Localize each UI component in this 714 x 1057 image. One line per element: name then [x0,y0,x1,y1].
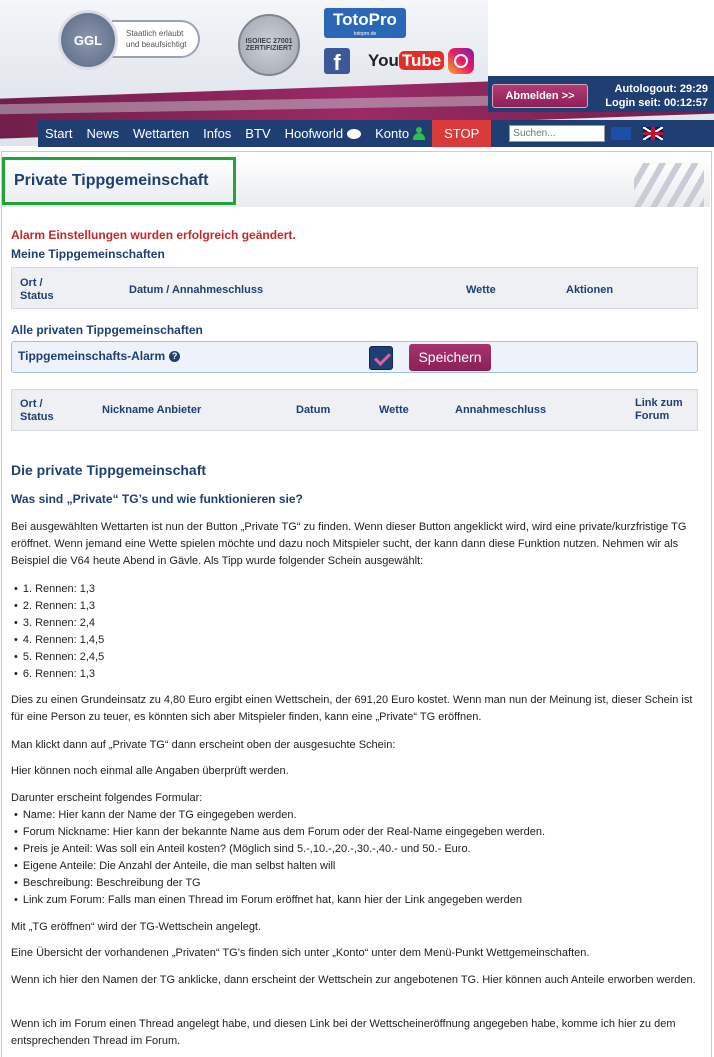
info-paragraph-5: Darunter erscheint folgendes Formular: [11,792,203,804]
list-item: • Beschreibung: Beschreibung der TG [14,875,545,892]
tg-alarm-panel [11,341,698,373]
help-icon[interactable]: ? [169,351,180,362]
totopro-logo-url: totopro.de [353,31,377,37]
totopro-logo-text: TotoPro [333,10,397,29]
col-ort-status [20,277,54,303]
main-content [0,147,714,1057]
nav-hoofworld[interactable] [278,120,369,147]
nav-stop[interactable]: STOP [432,120,491,147]
col-ort-label: Ort / [20,398,43,410]
ggl-text-2: und beaufsichtigt [126,40,187,49]
youtube-you: You [368,51,399,70]
info-paragraph-9: Wenn ich im Forum einen Thread angelegt habe, und diesen Link bei der Wettscheineröffnung angegeben habe, komme ich hier zu dem entsprechenden Thread im Forum. [11,1018,676,1047]
list-item: • 1. Rennen: 1,3 [14,581,104,598]
meine-tg-table-header [11,267,698,309]
search-input[interactable] [509,125,605,142]
nav-konto-label: Konto [375,126,410,141]
col-forum-label: Forum [635,410,670,422]
list-item: • 6. Rennen: 1,3 [14,666,104,683]
col-link-label: Link zum [635,397,683,409]
info-paragraph-8: Wenn ich hier den Namen der TG anklicke, dann erscheint der Wettschein zur angebotenen TG. Hier können auch Anteile erworben werden. [11,974,696,986]
user-icon [413,127,425,140]
col-annahmeschluss: Annahmeschluss [455,404,547,416]
list-item: • Name: Hier kann der Name der TG eingegeben werden. [14,807,545,824]
iso-certification-seal [238,14,300,76]
meine-tg-heading: Meine Tippgemeinschaften [11,247,165,261]
col-ort-label: Ort / [20,277,43,289]
tg-alarm-label-text: Tippgemeinschafts-Alarm [18,349,166,363]
save-button[interactable]: Speichern [409,344,491,371]
info-paragraph-3: Man klickt dann auf „Private TG“ dann erscheint oben der ausgesuchte Schein: [11,739,396,751]
ggl-text-1: Staatlich erlaubt [126,29,184,38]
alle-tg-heading: Alle privaten Tippgemeinschaften [11,323,203,337]
list-item: • Forum Nickname: Hier kann der bekannte Name aus dem Forum oder der Real-Name eingegeben werden. [14,824,545,841]
list-item: • 3. Rennen: 2,4 [14,615,104,632]
ggl-seal-logo[interactable] [58,10,118,70]
main-navigation [38,120,714,147]
col-aktionen: Aktionen [566,284,614,296]
nav-konto[interactable] [368,120,432,147]
youtube-tube: Tube [399,51,444,70]
info-paragraph-1: Bei ausgewählten Wettarten ist nun der Button „Private TG“ zu finden. Wenn dieser Button angeklickt wird, wird eine private/kurzfristige TG eröffnet. Wenn jemand eine Wette spielen möchte und dazu noch Mitspieler sucht, der kann dann diese Funktion nutzen. Nehmen wir als Beispiel die V64 heute Abend in Gävle. Als Tipp wurde folgender Schein ausgewählt: [11,521,687,567]
autologout-timer: Autologout: 29:29 [614,83,708,95]
col-nickname-anbieter: Nickname Anbieter [102,404,202,416]
list-item: • 5. Rennen: 2,4,5 [14,649,104,666]
tg-alarm-checkbox[interactable] [369,346,393,370]
nav-hoofworld-label: Hoofworld [284,126,344,141]
header-stripes-decoration [634,163,704,207]
info-title: Die private Tippgemeinschaft [11,462,207,478]
login-duration: Login seit: 00:12:57 [605,97,708,109]
alle-tg-table-header [11,389,698,431]
col-link-forum [635,397,683,423]
tg-alarm-label [18,349,180,363]
instagram-icon[interactable] [448,48,474,74]
col-status-label: Status [20,411,54,423]
rennen-list [14,581,104,683]
nav-news[interactable]: News [86,126,119,141]
chat-bubble-icon [347,129,361,139]
ggl-tagline [112,20,200,58]
nav-start[interactable]: Start [45,126,73,141]
col-datum-annahmeschluss: Datum / Annahmeschluss [129,284,264,296]
col-wette: Wette [379,404,409,416]
totopro-logo[interactable] [324,8,406,38]
list-item: • 4. Rennen: 1,4,5 [14,632,104,649]
list-item: • 2. Rennen: 1,3 [14,598,104,615]
facebook-icon[interactable]: f [324,48,350,74]
col-wette: Wette [466,284,496,296]
page-title-box [2,157,236,205]
uk-flag-icon[interactable] [643,127,663,140]
col-ort-status [20,398,54,424]
form-fields-list [14,807,545,909]
nav-wettarten[interactable]: Wettarten [132,126,190,141]
col-datum: Datum [296,404,331,416]
nav-btv[interactable]: BTV [245,126,271,141]
ggl-logo-text: GGL [73,32,103,48]
page-title: Private Tippgemeinschaft [14,172,209,189]
eu-flag-icon[interactable] [611,127,631,140]
list-item: • Link zum Forum: Falls man einen Thread im Forum eröffnet hat, kann hier der Link angegeben werden [14,892,545,909]
iso-seal-text: ISO/IEC 27001 ZERTIFIZIERT [245,38,293,52]
logout-button[interactable]: Abmelden >> [492,84,588,108]
list-item: • Eigene Anteile: Die Anzahl der Anteile, die man selbst halten will [14,858,545,875]
info-paragraph-2: Dies zu einen Grundeinsatz zu 4,80 Euro ergibt einen Wettschein, der 691,20 Euro kostet. Wenn man nun der Meinung ist, dieser Schein ist für eine Person zu teuer, es könnten sich aber Mitspieler finden, kann eine „Private“ TG eröffnen. [11,694,693,723]
youtube-icon[interactable] [368,48,442,74]
col-status-label: Status [20,290,54,302]
info-paragraph-7: Eine Übersicht der vorhandenen „Privaten“ TG’s finden sich unter „Konto“ unter dem Menü-Punkt Wettgemeinschaften. [11,947,590,959]
header-blank-area [488,0,714,76]
info-subtitle: Was sind „Private“ TG’s und wie funktionieren sie? [11,492,303,506]
alarm-success-message: Alarm Einstellungen wurden erfolgreich geändert. [11,228,296,242]
nav-infos[interactable]: Infos [203,126,232,141]
list-item: • Preis je Anteil: Was soll ein Anteil kosten? (Möglich sind 5.-,10.-,20.-,30.-,40.- und 50.- Euro. [14,841,545,858]
session-info [590,82,708,110]
info-paragraph-4: Hier können noch einmal alle Angaben überprüft werden. [11,765,289,777]
info-paragraph-6: Mit „TG eröffnen“ wird der TG-Wettschein angelegt. [11,921,262,933]
